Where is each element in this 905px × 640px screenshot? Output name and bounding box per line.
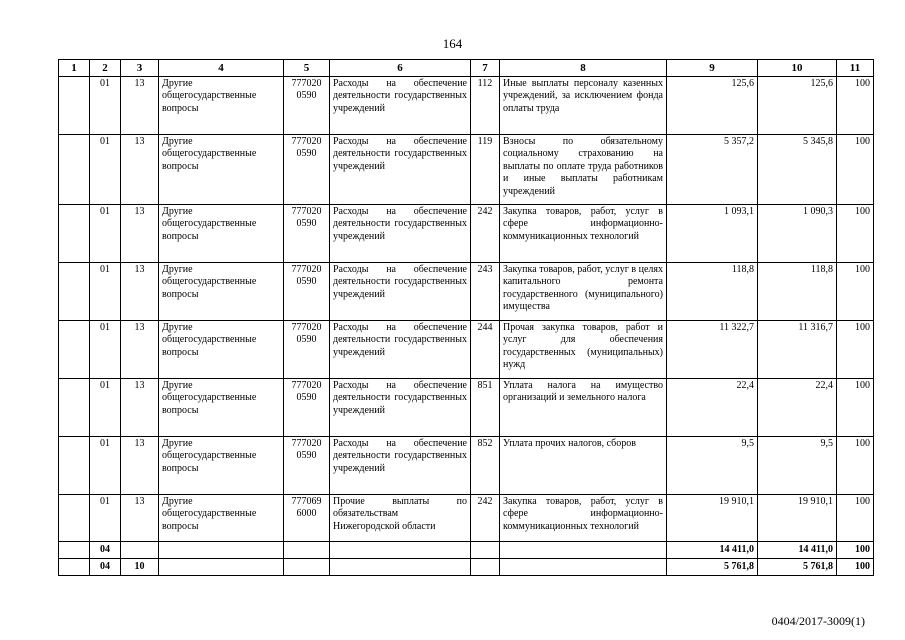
cell-percent: 100 <box>837 437 874 495</box>
table-row <box>59 205 874 263</box>
cell-article-name: Расходы на обеспечение деятельности государственных учреждений <box>330 205 471 263</box>
cell-subsection: 13 <box>121 495 159 542</box>
cell-col1 <box>59 77 90 135</box>
cell-executed: 22,4 <box>758 379 837 437</box>
cell-percent: 100 <box>837 263 874 321</box>
column-header: 3 <box>121 60 159 77</box>
cell-section: 01 <box>90 205 121 263</box>
column-header: 11 <box>837 60 874 77</box>
cell-target-article: 777020 0590 <box>284 205 330 263</box>
cell-col1 <box>59 437 90 495</box>
cell-percent: 100 <box>837 542 874 559</box>
column-header: 8 <box>500 60 667 77</box>
cell-col1 <box>59 205 90 263</box>
cell-target-article: 777020 0590 <box>284 321 330 379</box>
column-header: 7 <box>471 60 500 77</box>
cell-col1 <box>59 542 90 559</box>
cell-section: 01 <box>90 321 121 379</box>
cell-subsection: 13 <box>121 263 159 321</box>
column-header: 2 <box>90 60 121 77</box>
cell-expense-type-name: Закупка товаров, работ, услуг в целях капитального ремонта государственного (муниципального) имущества <box>500 263 667 321</box>
column-header: 5 <box>284 60 330 77</box>
cell-article-name: Расходы на обеспечение деятельности государственных учреждений <box>330 437 471 495</box>
cell-subsection: 10 <box>121 559 159 576</box>
cell-expense-type-name: Иные выплаты персоналу казенных учреждений, за исключением фонда оплаты труда <box>500 77 667 135</box>
empty-cell <box>284 542 330 559</box>
table-row <box>59 495 874 542</box>
cell-section: 01 <box>90 379 121 437</box>
cell-col1 <box>59 135 90 205</box>
cell-article-name: Расходы на обеспечение деятельности государственных учреждений <box>330 321 471 379</box>
cell-section-name: Другие общегосударственные вопросы <box>159 263 284 321</box>
cell-expense-type: 244 <box>471 321 500 379</box>
empty-cell <box>159 559 284 576</box>
cell-executed: 14 411,0 <box>758 542 837 559</box>
table-row <box>59 321 874 379</box>
cell-percent: 100 <box>837 379 874 437</box>
cell-section-name: Другие общегосударственные вопросы <box>159 495 284 542</box>
cell-subsection: 13 <box>121 135 159 205</box>
cell-percent: 100 <box>837 559 874 576</box>
cell-planned: 14 411,0 <box>667 542 758 559</box>
column-header: 10 <box>758 60 837 77</box>
cell-planned: 125,6 <box>667 77 758 135</box>
cell-executed: 9,5 <box>758 437 837 495</box>
cell-col1 <box>59 495 90 542</box>
cell-article-name: Расходы на обеспечение деятельности государственных учреждений <box>330 379 471 437</box>
table-row <box>59 379 874 437</box>
cell-planned: 11 322,7 <box>667 321 758 379</box>
cell-article-name: Прочие выплаты по обязательствам Нижегородской области <box>330 495 471 542</box>
total-row <box>59 559 874 576</box>
document-code: 0404/2017-3009(1) <box>771 614 865 628</box>
cell-target-article: 777020 0590 <box>284 379 330 437</box>
empty-cell <box>284 559 330 576</box>
cell-target-article: 777020 0590 <box>284 77 330 135</box>
cell-planned: 5 761,8 <box>667 559 758 576</box>
cell-executed: 125,6 <box>758 77 837 135</box>
table-row <box>59 263 874 321</box>
cell-col1 <box>59 321 90 379</box>
cell-subsection: 13 <box>121 321 159 379</box>
cell-planned: 5 357,2 <box>667 135 758 205</box>
cell-percent: 100 <box>837 135 874 205</box>
cell-section: 01 <box>90 437 121 495</box>
cell-expense-type: 242 <box>471 205 500 263</box>
cell-col1 <box>59 379 90 437</box>
cell-executed: 5 345,8 <box>758 135 837 205</box>
empty-cell <box>330 542 471 559</box>
empty-cell <box>471 559 500 576</box>
cell-section-name: Другие общегосударственные вопросы <box>159 205 284 263</box>
page-number: 164 <box>442 36 463 51</box>
cell-expense-type-name: Уплата прочих налогов, сборов <box>500 437 667 495</box>
empty-cell <box>330 559 471 576</box>
cell-expense-type: 243 <box>471 263 500 321</box>
column-header: 9 <box>667 60 758 77</box>
cell-percent: 100 <box>837 321 874 379</box>
cell-subsection: 13 <box>121 77 159 135</box>
cell-planned: 19 910,1 <box>667 495 758 542</box>
cell-executed: 1 090,3 <box>758 205 837 263</box>
total-row <box>59 542 874 559</box>
cell-percent: 100 <box>837 495 874 542</box>
cell-col1 <box>59 559 90 576</box>
cell-percent: 100 <box>837 77 874 135</box>
empty-cell <box>159 542 284 559</box>
cell-col1 <box>59 263 90 321</box>
cell-expense-type-name: Взносы по обязательному социальному страхованию на выплаты по оплате труда работников и иные выплаты работникам учреждений <box>500 135 667 205</box>
cell-expense-type: 242 <box>471 495 500 542</box>
column-header: 6 <box>330 60 471 77</box>
cell-executed: 5 761,8 <box>758 559 837 576</box>
cell-section-name: Другие общегосударственные вопросы <box>159 437 284 495</box>
cell-section-name: Другие общегосударственные вопросы <box>159 321 284 379</box>
cell-section-name: Другие общегосударственные вопросы <box>159 135 284 205</box>
cell-expense-type-name: Закупка товаров, работ, услуг в сфере информационно-коммуникационных технологий <box>500 495 667 542</box>
cell-executed: 118,8 <box>758 263 837 321</box>
cell-planned: 1 093,1 <box>667 205 758 263</box>
cell-subsection: 13 <box>121 205 159 263</box>
budget-table <box>58 59 874 576</box>
cell-target-article: 777020 0590 <box>284 263 330 321</box>
cell-article-name: Расходы на обеспечение деятельности государственных учреждений <box>330 135 471 205</box>
cell-section: 01 <box>90 495 121 542</box>
cell-article-name: Расходы на обеспечение деятельности государственных учреждений <box>330 263 471 321</box>
cell-target-article: 777069 6000 <box>284 495 330 542</box>
cell-section-name: Другие общегосударственные вопросы <box>159 77 284 135</box>
cell-section: 04 <box>90 542 121 559</box>
cell-planned: 9,5 <box>667 437 758 495</box>
column-header: 4 <box>159 60 284 77</box>
cell-subsection <box>121 542 159 559</box>
cell-executed: 19 910,1 <box>758 495 837 542</box>
cell-section: 01 <box>90 135 121 205</box>
table-header-row <box>59 60 874 77</box>
cell-target-article: 777020 0590 <box>284 135 330 205</box>
table-row <box>59 77 874 135</box>
cell-section: 01 <box>90 263 121 321</box>
cell-expense-type: 112 <box>471 77 500 135</box>
cell-article-name: Расходы на обеспечение деятельности государственных учреждений <box>330 77 471 135</box>
cell-percent: 100 <box>837 205 874 263</box>
cell-target-article: 777020 0590 <box>284 437 330 495</box>
table-row <box>59 437 874 495</box>
cell-expense-type: 852 <box>471 437 500 495</box>
cell-expense-type-name: Прочая закупка товаров, работ и услуг для обеспечения государственных (муниципальных) нужд <box>500 321 667 379</box>
cell-planned: 118,8 <box>667 263 758 321</box>
cell-section: 01 <box>90 77 121 135</box>
empty-cell <box>471 542 500 559</box>
empty-cell <box>500 559 667 576</box>
cell-subsection: 13 <box>121 437 159 495</box>
cell-section: 04 <box>90 559 121 576</box>
cell-planned: 22,4 <box>667 379 758 437</box>
cell-expense-type-name: Закупка товаров, работ, услуг в сфере информационно-коммуникационных технологий <box>500 205 667 263</box>
table-row <box>59 135 874 205</box>
cell-expense-type: 119 <box>471 135 500 205</box>
cell-subsection: 13 <box>121 379 159 437</box>
cell-executed: 11 316,7 <box>758 321 837 379</box>
cell-expense-type-name: Уплата налога на имущество организаций и земельного налога <box>500 379 667 437</box>
empty-cell <box>500 542 667 559</box>
cell-expense-type: 851 <box>471 379 500 437</box>
cell-section-name: Другие общегосударственные вопросы <box>159 379 284 437</box>
column-header: 1 <box>59 60 90 77</box>
